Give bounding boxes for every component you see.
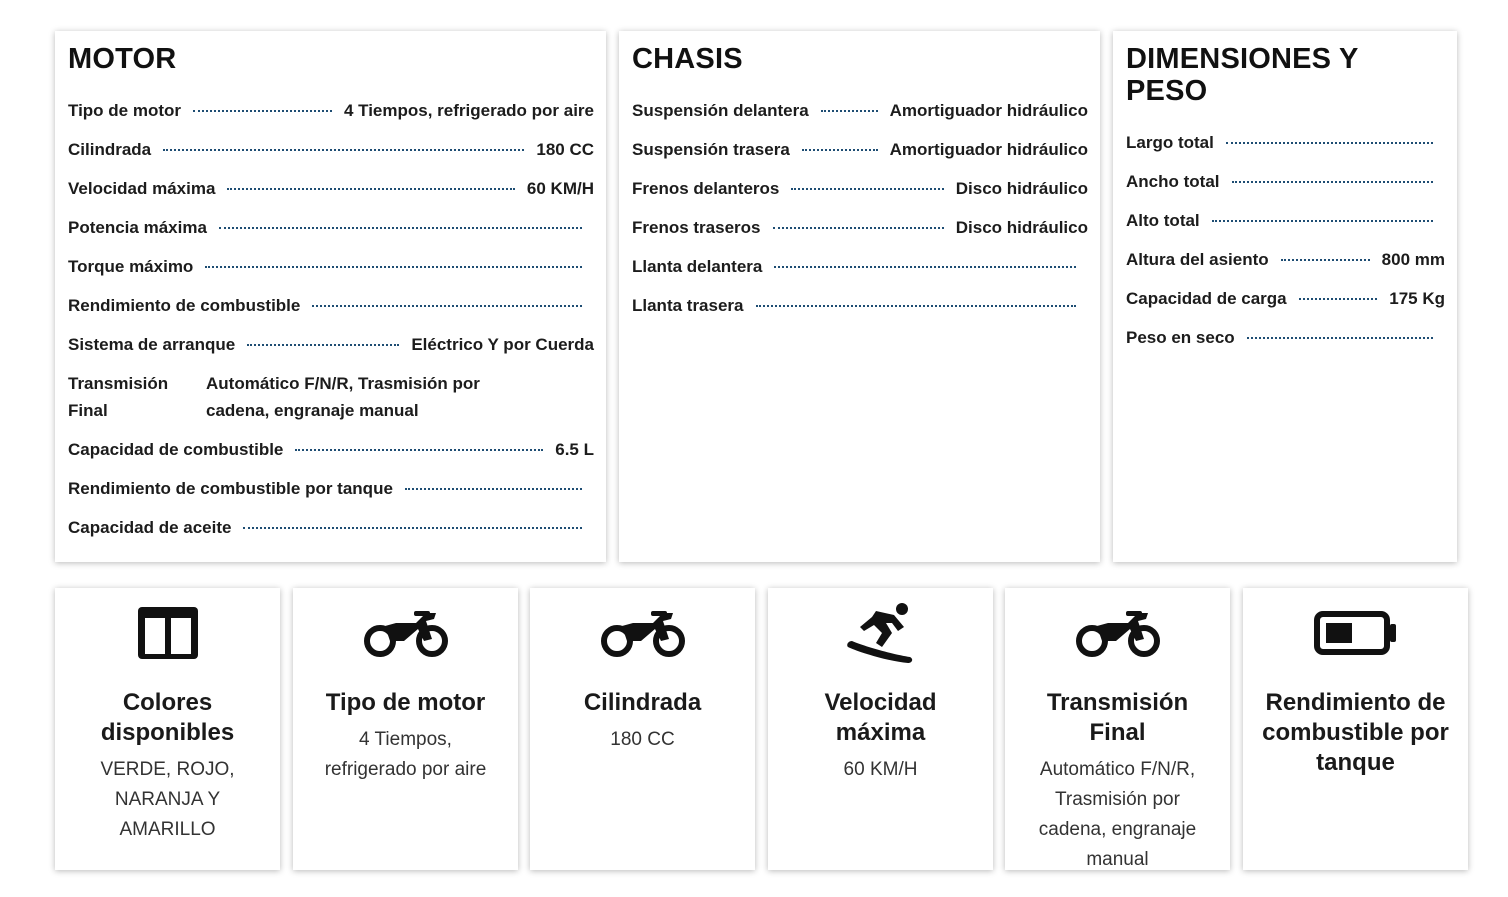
feature-text: Automático F/N/R, Trasmisión por cadena, engranaje manual	[1038, 759, 1197, 870]
spec-label: Altura del asiento	[1126, 249, 1269, 269]
spec-label: Rendimiento de combustible por tanque	[68, 478, 393, 498]
chasis-spec-list	[632, 91, 1088, 325]
spec-label: Torque máximo	[68, 256, 194, 276]
feature-title: Tipo de motor	[325, 689, 486, 716]
spec-row	[68, 169, 594, 208]
feature-title: Transmisión Final	[1046, 689, 1189, 746]
motor-title: MOTOR	[68, 43, 177, 75]
spec-label: Suspensión delantera	[632, 100, 809, 120]
motorcycle-icon	[1005, 602, 1230, 664]
snowboarding-icon	[768, 602, 993, 664]
spec-row	[68, 469, 594, 508]
spec-label: Llanta trasera	[632, 295, 744, 315]
feature-card-velocidad	[768, 588, 993, 870]
dot-leader	[247, 344, 399, 346]
dot-leader	[1281, 259, 1370, 261]
feature-card-tipo-motor	[293, 588, 518, 870]
spec-value: Automático F/N/R, Trasmisión por cadena, engranaje manual	[206, 374, 480, 420]
spec-value: 60 KM/H	[526, 178, 594, 198]
dot-leader	[1247, 337, 1433, 339]
spec-value: 4 Tiempos, refrigerado por aire	[343, 100, 594, 120]
feature-text: VERDE, ROJO, NARANJA Y AMARILLO	[100, 759, 235, 840]
dimensiones-spec-list	[1126, 123, 1445, 357]
spec-row	[1126, 279, 1445, 318]
dot-leader	[243, 527, 582, 529]
dot-leader	[312, 305, 582, 307]
spec-label: Potencia máxima	[68, 217, 207, 237]
spec-row	[632, 247, 1088, 286]
spec-label: Peso en seco	[1126, 327, 1235, 347]
spec-value: Amortiguador hidráulico	[889, 100, 1088, 120]
dot-leader	[774, 266, 1076, 268]
spec-row	[68, 208, 594, 247]
spec-row	[632, 208, 1088, 247]
spec-value: Eléctrico Y por Cuerda	[411, 334, 594, 354]
dot-leader	[219, 227, 582, 229]
spec-label: Capacidad de aceite	[68, 517, 232, 537]
dot-leader	[405, 488, 582, 490]
battery-icon	[1243, 602, 1468, 664]
motorcycle-icon	[293, 602, 518, 664]
spec-value: Disco hidráulico	[955, 217, 1088, 237]
motor-card	[55, 31, 606, 562]
spec-label: Capacidad de carga	[1126, 288, 1287, 308]
spec-row	[1126, 123, 1445, 162]
feature-title: Rendimiento de combustible por tanque	[1262, 689, 1449, 776]
dot-leader	[1299, 298, 1378, 300]
motor-spec-list	[68, 91, 594, 547]
feature-text: 4 Tiempos, refrigerado por aire	[324, 729, 487, 780]
dot-leader	[163, 149, 524, 151]
spec-label: Largo total	[1126, 132, 1214, 152]
spec-label: Frenos traseros	[632, 217, 761, 237]
spec-value: 800 mm	[1381, 249, 1445, 269]
dot-leader	[756, 305, 1077, 307]
dot-leader	[193, 110, 332, 112]
spec-row	[68, 508, 594, 547]
columns-icon	[55, 602, 280, 664]
spec-label: Rendimiento de combustible	[68, 295, 301, 315]
feature-title: Cilindrada	[583, 689, 702, 716]
spec-label: Llanta delantera	[632, 256, 763, 276]
spec-row	[68, 247, 594, 286]
dot-leader	[1226, 142, 1433, 144]
feature-title: Colores disponibles	[100, 689, 235, 746]
spec-row	[1126, 201, 1445, 240]
chasis-card	[619, 31, 1100, 562]
spec-row	[1126, 162, 1445, 201]
dot-leader	[791, 188, 943, 190]
spec-label: Capacidad de combustible	[68, 439, 284, 459]
spec-label: Cilindrada	[68, 139, 152, 159]
spec-value: 6.5 L	[555, 439, 594, 459]
feature-card-transmision	[1005, 588, 1230, 870]
spec-row	[1126, 240, 1445, 279]
spec-value: 175 Kg	[1389, 288, 1445, 308]
dot-leader	[1232, 181, 1434, 183]
dimensiones-title: DIMENSIONES Y PESO	[1126, 43, 1358, 107]
dimensiones-card	[1113, 31, 1457, 562]
spec-row	[632, 169, 1088, 208]
dot-leader	[821, 110, 878, 112]
dot-leader	[227, 188, 515, 190]
dot-leader	[773, 227, 944, 229]
spec-row	[68, 370, 594, 430]
chasis-title: CHASIS	[632, 43, 743, 75]
spec-row	[68, 286, 594, 325]
spec-value: Amortiguador hidráulico	[889, 139, 1088, 159]
feature-card-rendimiento	[1243, 588, 1468, 870]
feature-card-cilindrada	[530, 588, 755, 870]
spec-row	[632, 130, 1088, 169]
dot-leader	[295, 449, 543, 451]
spec-row	[68, 430, 594, 469]
spec-row	[632, 286, 1088, 325]
spec-label: Suspensión trasera	[632, 139, 790, 159]
spec-label: Alto total	[1126, 210, 1200, 230]
dot-leader	[205, 266, 582, 268]
spec-label: Velocidad máxima	[68, 178, 216, 198]
feature-text: 60 KM/H	[843, 759, 918, 780]
spec-label: Tipo de motor	[68, 100, 182, 120]
spec-value: Disco hidráulico	[955, 178, 1088, 198]
spec-label: Frenos delanteros	[632, 178, 780, 198]
dot-leader	[1212, 220, 1433, 222]
spec-label: Sistema de arranque	[68, 334, 236, 354]
dot-leader	[802, 149, 878, 151]
spec-label: Transmisión Final	[68, 374, 169, 420]
spec-row	[632, 91, 1088, 130]
spec-row	[68, 91, 594, 130]
feature-text: 180 CC	[610, 729, 675, 750]
feature-title: Velocidad máxima	[824, 689, 937, 746]
feature-card-colores	[55, 588, 280, 870]
motorcycle-icon	[530, 602, 755, 664]
spec-label: Ancho total	[1126, 171, 1220, 191]
spec-row	[68, 325, 594, 364]
spec-row	[68, 130, 594, 169]
spec-row	[1126, 318, 1445, 357]
spec-value: 180 CC	[536, 139, 594, 159]
